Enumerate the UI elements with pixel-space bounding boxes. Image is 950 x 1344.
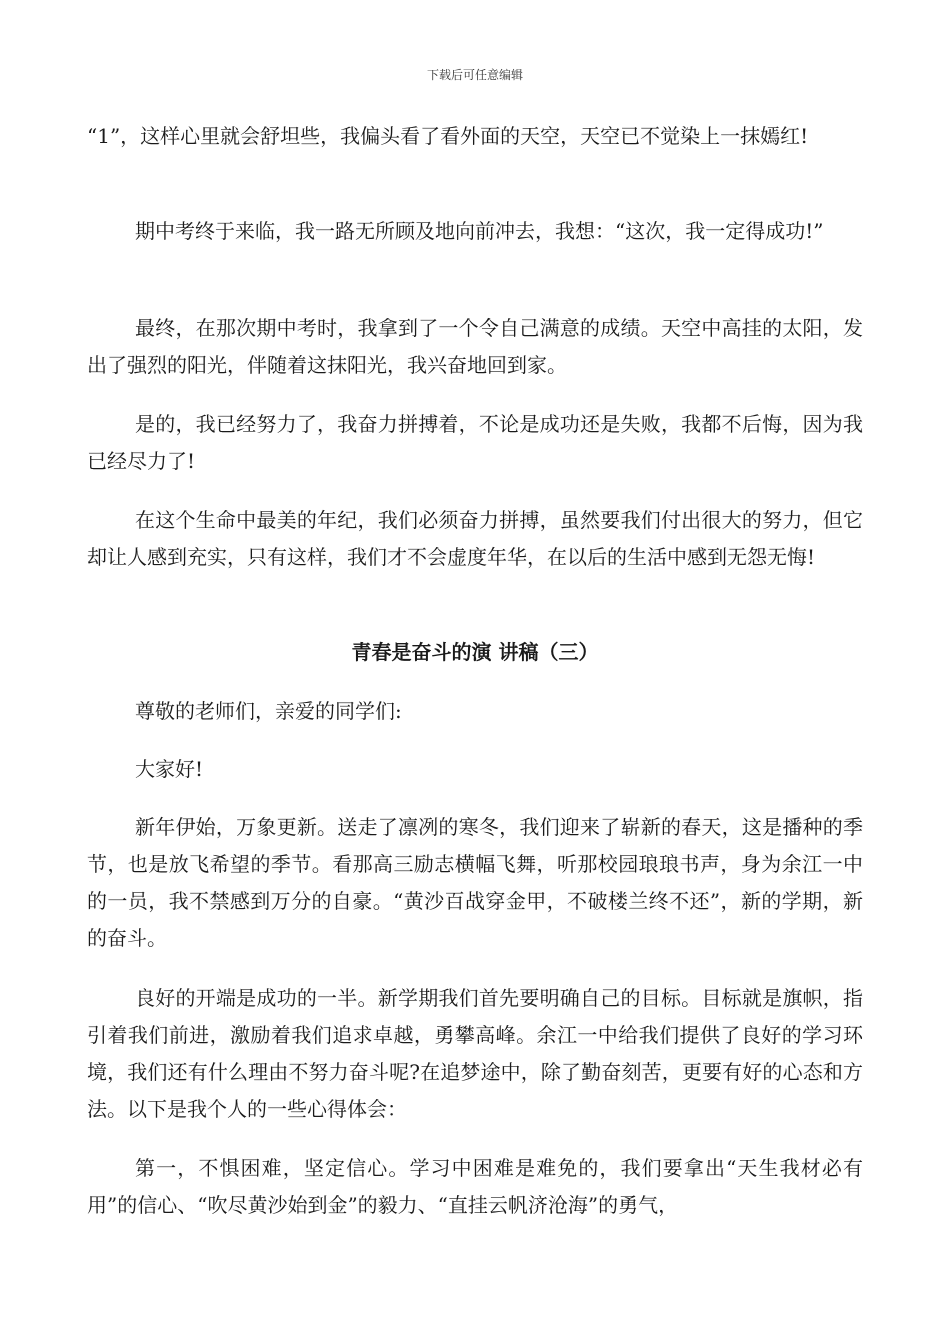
paragraph: 尊敬的老师们，亲爱的同学们: — [135, 699, 402, 723]
paragraph: 期中考终于来临，我一路无所顾及地向前冲去，我想：“这次，我一定得成功!” — [135, 219, 824, 243]
paragraph: 第一，不惧困难，坚定信心。学习中困难是难免的，我们要拿出“天生我材必有用”的信心、“吹尽黄沙始到金”的毅力、“直挂云帆济沧海”的勇气， — [87, 1156, 863, 1217]
paragraph: 在这个生命中最美的年纪，我们必须奋力拼搏，虽然要我们付出很大的努力，但它却让人感到充实，只有这样，我们才不会虚度年华，在以后的生活中感到无怨无悔! — [87, 508, 863, 569]
page-header: 下载后可任意编辑 — [426, 68, 523, 82]
paragraph: 最终，在那次期中考时，我拿到了一个令自己满意的成绩。天空中高挂的太阳，发出了强烈的阳光，伴随着这抹阳光，我兴奋地回到家。 — [87, 316, 863, 377]
paragraph: 新年伊始，万象更新。送走了凛冽的寒冬，我们迎来了崭新的春天，这是播种的季节，也是放飞希望的季节。看那高三励志横幅飞舞，听那校园琅琅书声，身为余江一中的一员，我不禁感到万分的自豪。“黄沙百战穿金甲，不破楼兰终不还”，新的学期，新的奋斗。 — [87, 815, 863, 950]
section-title: 青春是奋斗的演 讲稿（三） — [351, 640, 599, 664]
paragraph: 大家好! — [135, 757, 204, 781]
paragraph: “1”，这样心里就会舒坦些，我偏头看了看外面的天空，天空已不觉染上一抹嫣红! — [87, 124, 809, 148]
paragraph: 是的，我已经努力了，我奋力拼搏着，不论是成功还是失败，我都不后悔，因为我已经尽力了! — [87, 412, 863, 473]
paragraph: 良好的开端是成功的一半。新学期我们首先要明确自己的目标。目标就是旗帜，指引着我们前进，激励着我们追求卓越，勇攀高峰。余江一中给我们提供了良好的学习环境，我们还有什么理由不努力奋斗呢?在追梦途中，除了勤奋刻苦，更要有好的心态和方法。以下是我个人的一些心得体会： — [87, 986, 863, 1121]
